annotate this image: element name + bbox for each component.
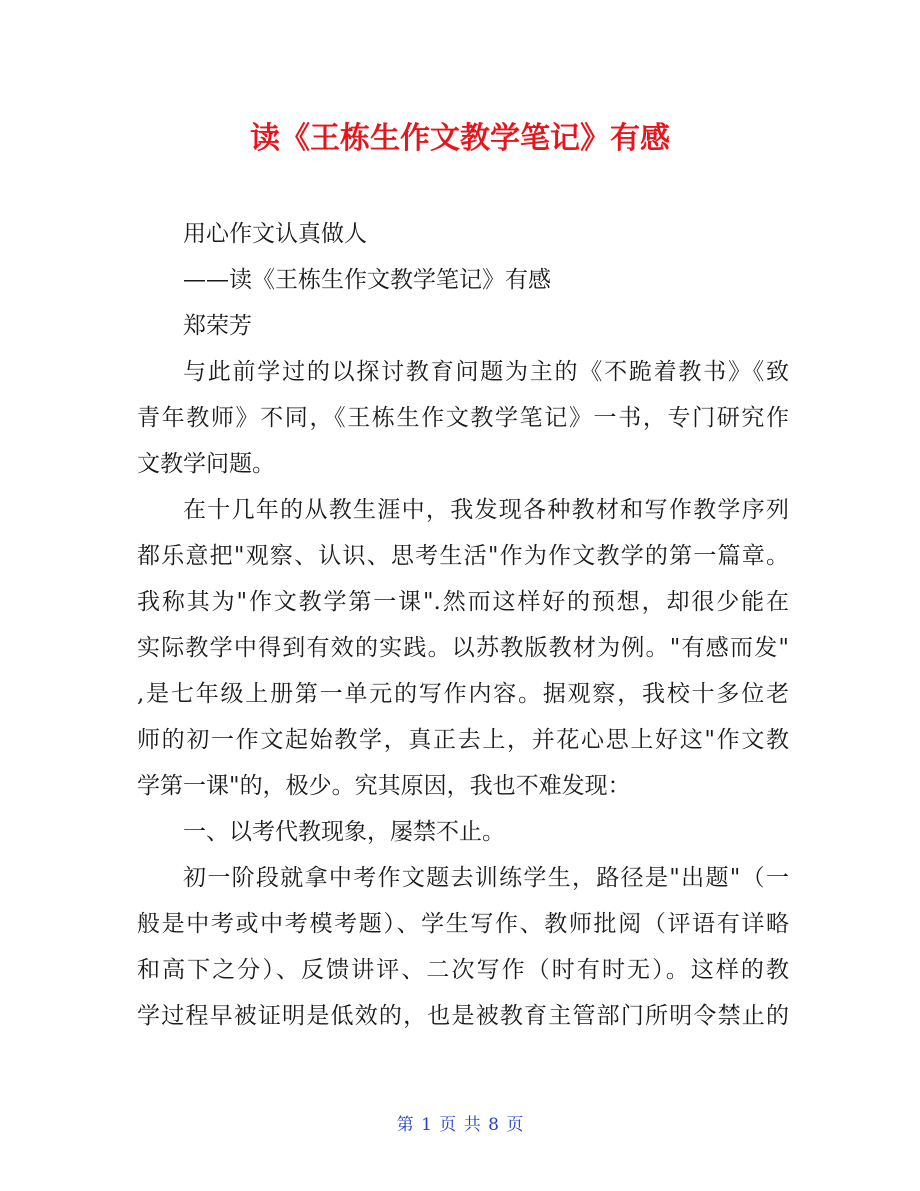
paragraph-line: 在十几年的从教生涯中，我发现各种教材和写作教学序列: [183, 497, 789, 523]
paragraph-line: 师的初一作文起始教学，真正去上，并花心思上好这"作文教: [137, 727, 789, 753]
paragraph-line: 青年教师》不同，《王栋生作文教学笔记》一书，专门研究作: [137, 405, 789, 431]
paragraph-line: 一、以考代教现象，屡禁不止。: [183, 819, 505, 845]
subtitle-line: 用心作文认真做人: [183, 221, 367, 247]
paragraph-line: 都乐意把"观察、认识、思考生活"作为作文教学的第一篇章。: [137, 543, 789, 569]
subtitle-line: ——读《王栋生作文教学笔记》有感: [183, 267, 551, 293]
paragraph-line: 与此前学过的以探讨教育问题为主的《不跪着教书》《致: [183, 359, 789, 385]
paragraph-line: 初一阶段就拿中考作文题去训练学生，路径是"出题"（一: [183, 865, 789, 891]
paragraph-line: 学过程早被证明是低效的，也是被教育主管部门所明令禁止的: [137, 1003, 789, 1029]
page-number-footer: 第 1 页 共 8 页: [396, 1115, 524, 1135]
paragraph-line: 文教学问题。: [137, 451, 275, 477]
document-body: [137, 211, 789, 1039]
paragraph-line: 学第一课"的，极少。究其原因，我也不难发现：: [137, 773, 631, 799]
paragraph-line: 我称其为"作文教学第一课".然而这样好的预想，却很少能在: [137, 589, 789, 615]
author-line: 郑荣芳: [183, 313, 252, 339]
paragraph-line: 和高下之分）、反馈讲评、二次写作（时有时无）。这样的教: [137, 957, 789, 983]
document-title: 读《王栋生作文教学笔记》有感: [250, 121, 670, 156]
paragraph-line: 般是中考或中考模考题）、学生写作、教师批阅（评语有详略: [137, 911, 789, 937]
paragraph-line: ,是七年级上册第一单元的写作内容。据观察，我校十多位老: [137, 681, 789, 707]
paragraph-line: 实际教学中得到有效的实践。以苏教版教材为例。"有感而发": [137, 635, 789, 661]
